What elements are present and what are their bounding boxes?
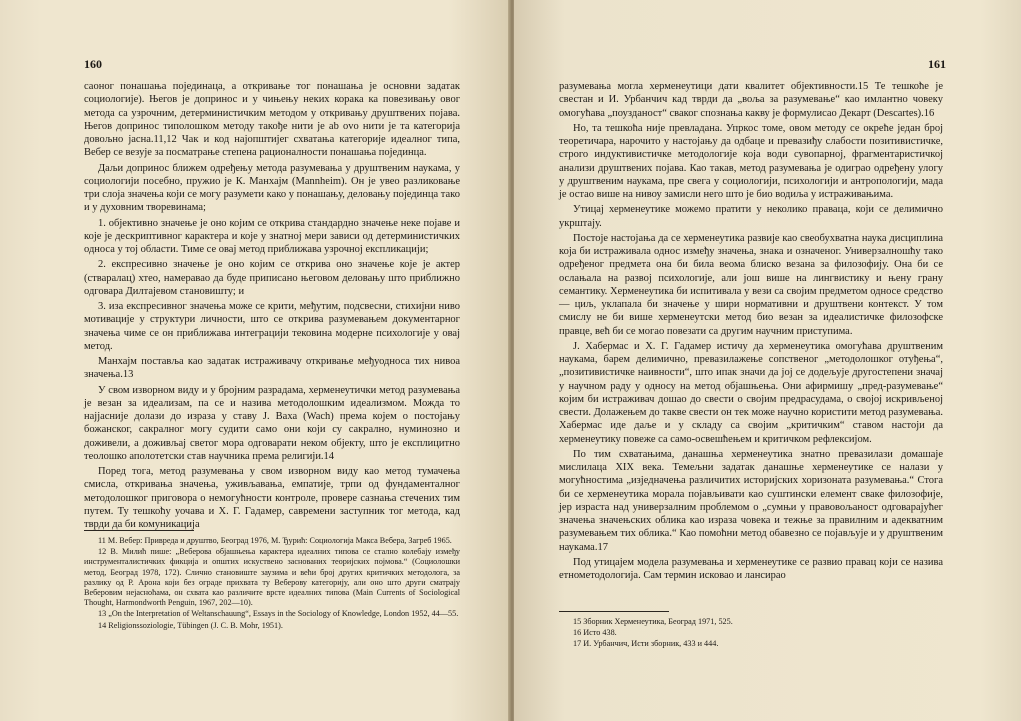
- left-paragraph-2: Даљи допринос ближем одређењу метода разумевања у друштвеним наукама, у социологији посебно, пружио је К. Манхајм (Mannheim). Он је увео разликовање три слоја значења који се могу разумети како у понашању, деловању појединца тако и у духовним творевинама;: [84, 162, 460, 214]
- right-paragraph-6: По тим схватањима, данашња херменеутика знатно превазилази домашаје мислилаца XIX века. Темељни задатак данашње херменеутике се налази у могућностима „изједначења различитих историјских хоризоната разумевања.“ Стога би се херменеутика морала појављивати као суштински елемент сваке филозофије, јер израста над универзалним проблемом о „сумњи у правовољаност одговарајућег значења значењских облика као израза човека и тежње за правилним и адекватним разумевањем тих облика.“ Као помоћни метод обавезно се појављује и у друштвеним наукама.17: [559, 448, 943, 553]
- left-paragraph-4: 2. експресивно значење је оно којим се открива оно значење које је актер (стваралац) хтео, намеравао да буде приписано његовом деловању што приближно одговара Дилтајевом становишту; и: [84, 259, 460, 297]
- footnote-13: 13 „On the Interpretation of Weltanschauung“, Essays in the Sociology of Knowledge, London 1952, 44—55.: [98, 609, 459, 619]
- footnote-15: 15 Зборник Херменеутика, Београд 1971, 525.: [573, 617, 733, 626]
- right-page: [514, 0, 1021, 721]
- footnote-16: 16 Исто 438.: [573, 628, 617, 638]
- right-paragraph-7: Под утицајем модела разумевања и херменеутике се развио правац који се назива етнометодологија. Сам термин исковао и лансирао: [559, 556, 943, 581]
- left-paragraph-8: Поред тога, метод разумевања у свом изворном виду као метод тумачења смисла, откривања значења, уживљавања, емпатије, трпи од фундаменталног методолошког приговора о немогућности контроле, провере сазнања стечених тим путем. Ту тешкоћу уочава и Х. Г. Гадамер, савремени заступник тог метода, кад тврди да би комуникација: [84, 466, 460, 530]
- right-footnotes: [559, 611, 943, 651]
- left-paragraph-6: Манхајм поставља као задатак истраживачу откривање међуодноса тих нивоа значења.13: [84, 356, 460, 381]
- left-body-text: [84, 80, 460, 533]
- footnote-11: 11 М. Вебер: Привреда и друштво, Београд 1976, М. Ђурић: Социологија Макса Вебера, Загреб 1965.: [98, 536, 452, 545]
- footnote-rule: [559, 611, 669, 612]
- right-paragraph-4: Постоје настојања да се херменеутика развије као свеобухватна наука дисциплина која би истраживала однос између значења, знака и означеног. Универзалношћу тако одређеног предмета она би била веома блиско везана за филозофију. Она би се ослањала на развој психологије, али још више на лингвистику и њену грану семантику. Херменеутика би испитивала у вези са својим предметом односе средство — циљ, уклапала би значење у шири нормативни и друштвени контекст. У том смислу не би више херменеутски метод био везан за идеалистичке филозофске правце, већ би се могао повезати са другим научним приступима.: [559, 232, 943, 337]
- left-footnotes: [84, 530, 460, 632]
- right-paragraph-5: Ј. Хабермас и Х. Г. Гадамер истичу да херменеутика омогућава друштвеним наукама, барем делимично, превазилажење сопственог „методолошког отуђења“, „позитивистичке наивности“, што ипак значи да јој се додељује другостепени значај у научном раду у односу на метод објашњења. Они афирмишу „пред-разумевање“ којим би истраживач дошао до свести о својим предрасудама, о својој искривљеној свести. Долажењем до такве свести он тек може научно користити метод разумевања. Хабермас иде даље и у складу са својим „критичким“ ставом настоји да херменеутику повеже са само-освешћењем и критичком рефлексијом.: [559, 340, 943, 445]
- footnote-14: 14 Religionssoziologie, Tübingen (J. C. B. Mohr, 1951).: [98, 620, 283, 630]
- page-number-right: 161: [928, 57, 946, 71]
- footnote-17: 17 И. Урбанчич, Исти зборник, 433 и 444.: [573, 639, 719, 649]
- left-paragraph-1: саоног понашања појединаца, а откривање тог понашања је основни задатак социологије). Његов је допринос и у чињењу неких корака ка повезивању овог метода са узрочним, детерминистичким методом у откривању друштвених појава. Његов допринос типолошком методу такође нити је ab ovo нити је та категорија довољно јасна.11,12 Чак и код најопштијег схватања категорије идеалног типа, Вебер се везује за посматрање степена рационалности понашања појединца.: [84, 81, 460, 159]
- left-paragraph-3: 1. објективно значење је оно којим се открива стандардно значење неке појаве и које је дескриптивног карактера и које у знатној мери зависи од детерминистичких односа у тој области. Тиме се овај метод приближава узрочној експликацији;: [84, 217, 460, 255]
- footnote-12: 12 В. Милић пише: „Веберова објашњења карактера идеалних типова се стално колебају између инструменталистичких фикција и општих искуствено заснованих теоријских појмова.“ (Социолошки метод, Београд 1978, 172). Слично становиште заузима и већи број других критичких методолога, за разлику од Р. Арона који без ограде прихвата ту Веберову категорију, али оно што други сматрају Веберовим нејасноћама, он схвата као различите врсте идеалних типова (Main Currents of Sociological Thought, Harmondworth Penguin, 1967, 202—10).: [84, 547, 460, 608]
- right-paragraph-2: Но, та тешкоћа није превладана. Упркос томе, овом методу се окреће један број теоретичара, нарочито у настојању да одбаце и превазиђу слабости позитивистичке, строго индуктивистичке методологије која води сувопарној, фрагментаристичкој анализи друштвених појава. Као такав, метод разумевања је одиграо одређену улогу у друштвеним наукама, пре свега у социологији, психологији и антропологији, мада је остао више на нивоу замисли него што је био водиља у истраживањима.: [559, 122, 943, 200]
- right-body-text: [559, 80, 943, 584]
- right-paragraph-1: разумевања могла херменеутици дати квалитет објективности.15 Те тешкоће је свестан и И. Урбанчич кад тврди да „воља за разумевање“ као имлантно човеку омогућава „поузданост“ сваког спознања какву је формулисао Декарт (Descartes).16: [559, 81, 943, 119]
- page-number-left: 160: [84, 57, 102, 71]
- left-page: [0, 0, 510, 721]
- footnote-rule: [84, 530, 194, 531]
- left-paragraph-7: У свом изворном виду и у бројним разрадама, херменеутички метод разумевања је везан за идеализам, па се и назива методолошким идеализмом. Можда то најјасније долази до израза у ставу Ј. Ваха (Wach) према којем о постојању божанског, сакралног могу судити само они који су сакрално, нуминозно и доживели, а доживљај светог мора одговарати неком објекту, што је експлицитно теолошко аполотетски став научника према религији.14: [84, 384, 460, 462]
- right-paragraph-3: Утицај херменеутике можемо пратити у неколико праваца, који се делимично укрштају.: [559, 204, 943, 229]
- left-paragraph-5: 3. иза експресивног значења може се крити, међутим, подсвесни, стихијни ниво мотивације у структури личности, што се открива разумевањем документарног значења чиме се он приближава интеграцији тековина модерне психологије у овај метод.: [84, 301, 460, 352]
